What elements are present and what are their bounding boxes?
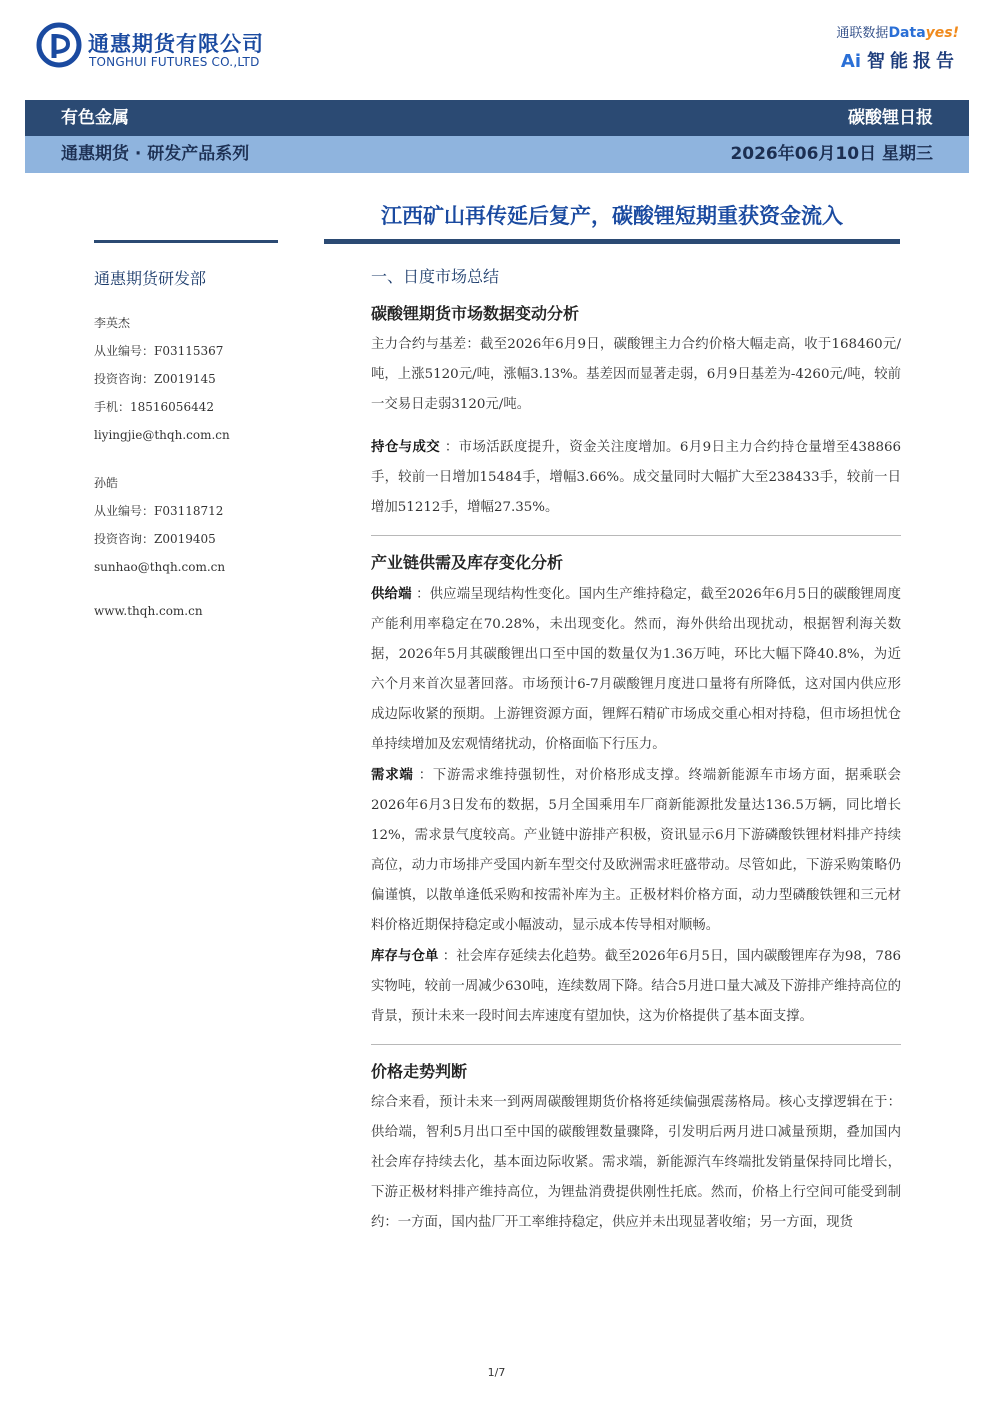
- section-heading: 一、日度市场总结: [371, 267, 500, 286]
- author-license: 从业编号：F03115367: [94, 344, 224, 358]
- section-divider: [371, 1044, 901, 1045]
- website-link[interactable]: www.thqh.com.cn: [94, 604, 203, 618]
- author-email[interactable]: liyingjie@thqh.com.cn: [94, 428, 230, 442]
- company-logo: [36, 22, 276, 74]
- subsection-heading: 价格走势判断: [371, 1062, 468, 1081]
- report-body: [371, 264, 901, 1238]
- subsection-heading: 碳酸锂期货市场数据变动分析: [371, 304, 580, 323]
- keyword-inventory: 库存与仓单: [371, 948, 439, 964]
- paragraph-demand: 需求端 ：下游需求维持强韧性，对价格形成支撑。终端新能源车市场方面，据乘联会2026年6月3日发布的数据，5月全国乘用车厂商新能源批发量达136.5万辆，同比增长12%，需求景气度较高。产业链中游排产积极，资讯显示6月下游磷酸铁锂材料排产持续高位，动力市场排产受国内新车型交付及欧洲需求旺盛带动。尽管如此，下游采购策略仍偏谨慎，以散单逢低采购和按需补库为主。正极材料价格方面，动力型磷酸铁锂和三元材料价格近期保持稳定或小幅波动，显示成本传导相对顺畅。: [371, 767, 902, 933]
- brand-prefix: 通联数据: [836, 26, 889, 41]
- ai-icon: Ai: [840, 51, 861, 72]
- title-divider: [324, 239, 900, 244]
- ai-report-label: [836, 47, 959, 73]
- author-phone: 手机：18516056442: [94, 400, 214, 414]
- category-label: 有色金属: [61, 108, 129, 128]
- brand-yes: yes!: [925, 25, 959, 41]
- subsection-heading: 产业链供需及库存变化分析: [371, 553, 564, 572]
- logo-company-name: 通惠期货有限公司: [88, 32, 264, 56]
- report-title: 江西矿山再传延后复产，碳酸锂短期重获资金流入: [381, 204, 843, 228]
- author-name: 孙皓: [94, 476, 119, 490]
- brand-data: Data: [888, 25, 926, 41]
- keyword-supply: 供给端: [371, 586, 412, 602]
- datayes-logo: [836, 22, 959, 41]
- report-date: 2026年06月10日 星期三: [730, 144, 933, 164]
- paragraph-supply: 供给端 ：供应端呈现结构性变化。国内生产维持稳定，截至2026年6月5日的碳酸锂周度产能利用率稳定在70.28%，未出现变化。然而，海外供给出现扰动，根据智利海关数据，2026年5月其碳酸锂出口至中国的数量仅为1.36万吨，环比大幅下降40.8%，为近六个月来首次显著回落。市场预计6-7月碳酸锂月度进口量将有所降低，这对国内供应形成边际收紧的预期。上游锂资源方面，锂辉石精矿市场成交重心相对持稳，但市场担忧仓单持续增加及宏观情绪扰动，价格面临下行压力。: [371, 586, 902, 752]
- keyword-position: 持仓与成交: [371, 439, 441, 455]
- author-license: 从业编号：F03118712: [94, 504, 224, 518]
- author-consult: 投资咨询：Z0019145: [94, 372, 216, 386]
- logo-company-name-en: TONGHUI FUTURES CO.,LTD: [89, 55, 260, 69]
- author-block: [94, 469, 294, 581]
- series-label: 通惠期货 · 研发产品系列: [61, 144, 250, 164]
- keyword-demand: 需求端: [371, 767, 414, 783]
- paragraph-inventory: 库存与仓单 ：社会库存延续去化趋势。截至2026年6月5日，国内碳酸锂库存为98，786实物吨，较前一周减少630吨，连续数周下降。结合5月进口量大减及下游排产维持高位的背景，预计未来一段时间去库速度有望加快，这为价格提供了基本面支撑。: [371, 948, 901, 1024]
- report-type-label: 碳酸锂日报: [848, 108, 933, 128]
- brand-report: 智能报告: [867, 51, 959, 72]
- paragraph-basis: 主力合约与基差：截至2026年6月9日，碳酸锂主力合约价格大幅走高，收于168460元/吨，上涨5120元/吨，涨幅3.13%。基差因而显著走弱，6月9日基差为-4260元/吨，较前一交易日走弱3120元/吨。: [371, 337, 901, 412]
- tonghui-logo-icon: [36, 22, 82, 68]
- category-band: [25, 100, 969, 136]
- department-name: 通惠期货研发部: [94, 269, 207, 288]
- author-block: [94, 309, 294, 449]
- left-divider: [94, 240, 278, 243]
- series-band: [25, 136, 969, 173]
- author-consult: 投资咨询：Z0019405: [94, 532, 216, 546]
- section-divider: [371, 535, 901, 536]
- author-sidebar: [94, 266, 294, 625]
- paragraph-position: 持仓与成交 ：市场活跃度提升，资金关注度增加。6月9日主力合约持仓量增至438866手，较前一日增加15484手，增幅3.66%。成交量同时大幅扩大至238433手，较前一日增加51212手，增幅27.35%。: [371, 439, 901, 515]
- author-name: 李英杰: [94, 316, 131, 330]
- datayes-brand: [836, 22, 959, 73]
- page-number: 1/7: [487, 1366, 506, 1379]
- paragraph-trend: 综合来看，预计未来一到两周碳酸锂期货价格将延续偏强震荡格局。核心支撑逻辑在于：供给端，智利5月出口至中国的碳酸锂数量骤降，引发明后两月进口减量预期，叠加国内社会库存持续去化，基本面边际收紧。需求端，新能源汽车终端批发销量保持同比增长，下游正极材料排产维持高位，为锂盐消费提供刚性托底。然而，价格上行空间可能受到制约：一方面，国内盐厂开工率维持稳定，供应并未出现显著收缩；另一方面，现货: [371, 1095, 901, 1230]
- author-email[interactable]: sunhao@thqh.com.cn: [94, 560, 226, 574]
